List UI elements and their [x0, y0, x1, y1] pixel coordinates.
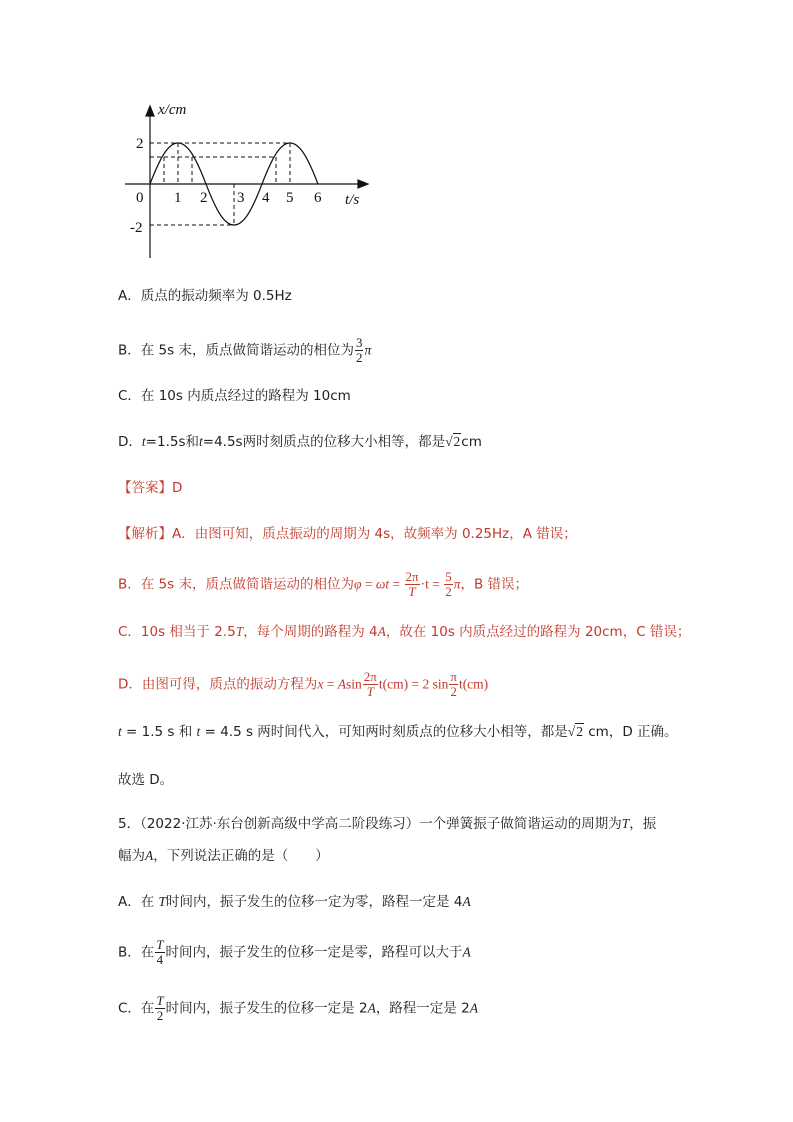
option-b: B．在 5s 末，质点做简谐运动的相位为 $\frac{3}{2}$ π: [118, 335, 372, 365]
y-tick-2: 2: [136, 136, 144, 152]
fraction: $\frac{T}{4}$: [156, 937, 164, 967]
x-tick-6: 6: [314, 190, 322, 206]
sqrt-symbol: √2: [445, 434, 461, 449]
fraction: $\frac{\pi}{2}$: [450, 669, 457, 699]
explanation-d: D．由图可得，质点的振动方程为x = Asin $\frac{2\pi}{T}$ t(cm) = 2 sin $\frac{\pi}{2}$ t(cm): [118, 669, 489, 699]
question-5-line-2: 幅为A，下列说法正确的是（ ）: [118, 848, 329, 864]
question-5-option-c: C．在 $\frac{T}{2}$ 时间内，振子发生的位移一定是 2A，路程一定是 2A: [118, 993, 478, 1023]
question-5-option-a: A．在 T时间内，振子发生的位移一定为零，路程一定是 4A: [118, 894, 471, 910]
fraction: $\frac{2\pi}{T}$: [363, 669, 377, 699]
option-d: D．t=1.5s和t=4.5s两时刻质点的位移大小相等，都是√2cm: [118, 434, 482, 450]
explanation-substitution: t = 1.5 s 和 t = 4.5 s 两时间代入，可知两时刻质点的位移大小相等，都是√2 cm，D 正确。: [118, 724, 678, 740]
question-5-option-b: B．在 $\frac{T}{4}$ 时间内，振子发生的位移一定是零，路程可以大于A: [118, 937, 471, 967]
y-axis-label: x/cm: [158, 102, 187, 118]
option-a: A．质点的振动频率为 0.5Hz: [118, 288, 292, 304]
x-axis-arrow: [146, 106, 154, 116]
conclusion: 故选 D。: [118, 772, 174, 788]
t-axis-arrow: [358, 180, 368, 188]
x-tick-4: 4: [262, 190, 270, 206]
y-tick-neg2: -2: [130, 220, 143, 236]
explanation-b: B．在 5s 末，质点做简谐运动的相位为φ = ωt = $\frac{2\pi}{T}$ ·t = $\frac{5}{2}$ π，B 错误；: [118, 569, 529, 599]
fraction: $\frac{5}{2}$: [445, 569, 452, 599]
x-tick-2: 2: [200, 190, 208, 206]
explanation-c: C．10s 相当于 2.5T，每个周期的路程为 4A，故在 10s 内质点经过的路程为 20cm，C 错误；: [118, 624, 691, 640]
x-tick-3: 3: [237, 190, 245, 206]
x-tick-0: 0: [136, 190, 144, 206]
fraction: $\frac{2\pi}{T}$: [405, 569, 419, 599]
option-c: C．在 10s 内质点经过的路程为 10cm: [118, 388, 351, 404]
fraction: $\frac{3}{2}$: [355, 335, 363, 365]
x-axis-label: t/s: [345, 192, 360, 208]
fraction: $\frac{T}{2}$: [156, 993, 164, 1023]
sqrt-symbol: √2: [567, 724, 583, 739]
explanation-a: 【解析】A．由图可知，质点振动的周期为 4s，故频率为 0.25Hz，A 错误；: [118, 526, 577, 542]
answer: 【答案】D: [118, 480, 183, 496]
question-5-line-1: 5．（2022·江苏·东台创新高级中学高二阶段练习）一个弹簧振子做简谐运动的周期为T，振: [118, 816, 657, 832]
displacement-time-graph: [0, 0, 793, 270]
x-tick-5: 5: [286, 190, 294, 206]
x-tick-1: 1: [174, 190, 182, 206]
